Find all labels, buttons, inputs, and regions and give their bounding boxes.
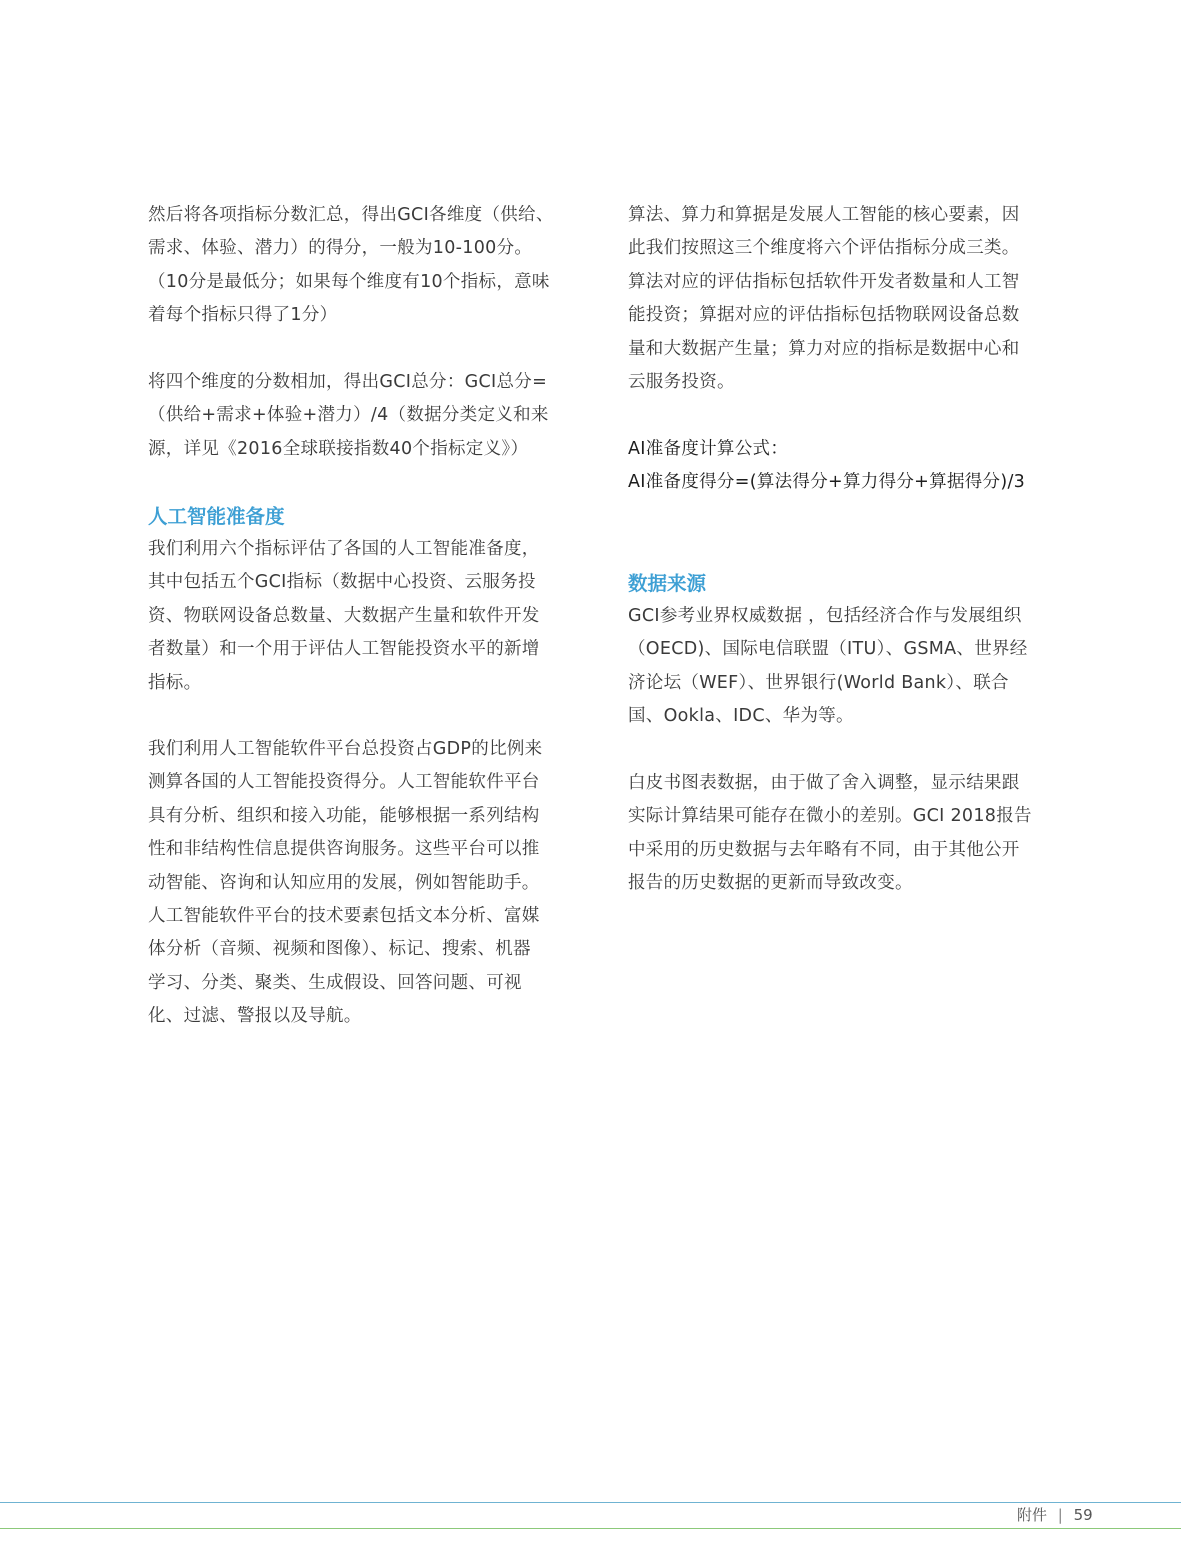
text-line: 云服务投资。 <box>628 371 735 392</box>
text-line: 能投资；算据对应的评估指标包括物联网设备总数 <box>628 305 1020 326</box>
text-line: 需求、体验、潜力）的得分，一般为10-100分。 <box>148 238 533 259</box>
text-line: 指标。 <box>148 672 202 693</box>
paragraph-gci-dimensions <box>148 199 588 333</box>
footer <box>1017 1504 1093 1526</box>
text-line: 白皮书图表数据，由于做了舍入调整，显示结果跟 <box>628 773 1020 793</box>
text-line: 资、物联网设备总数量、大数据产生量和软件开发 <box>148 605 540 626</box>
text-line: 体分析（音频、视频和图像）、标记、搜索、机器 <box>148 939 531 960</box>
text-line: 我们利用人工智能软件平台总投资占GDP的比例来 <box>148 739 543 759</box>
text-line: 测算各国的人工智能投资得分。人工智能软件平台 <box>148 772 540 793</box>
paragraph-ai-elements <box>628 199 1068 399</box>
text-line: 者数量）和一个用于评估人工智能投资水平的新增 <box>148 639 540 660</box>
text-line: 量和大数据产生量；算力对应的指标是数据中心和 <box>628 338 1020 359</box>
text-line: 化、过滤、警报以及导航。 <box>148 1006 362 1027</box>
paragraph-rounding-note <box>628 767 1068 901</box>
text-line: 算法、算力和算据是发展人工智能的核心要素，因 <box>628 205 1020 225</box>
heading-ai-readiness: 人工智能准备度 <box>148 505 285 528</box>
text-line: （OECD)、国际电信联盟（ITU）、GSMA、世界经 <box>628 639 1028 660</box>
footer-separator: | <box>1057 1506 1063 1524</box>
heading-data-sources: 数据来源 <box>628 572 707 595</box>
text-line: （10分是最低分；如果每个维度有10个指标，意味 <box>148 271 550 292</box>
text-line: AI准备度得分=(算法得分+算力得分+算据得分)/3 <box>628 472 1026 493</box>
text-line: AI准备度计算公式： <box>628 439 789 459</box>
text-line: 动智能、咨询和认知应用的发展，例如智能助手。 <box>148 872 540 893</box>
text-line: 其中包括五个GCI指标（数据中心投资、云服务投 <box>148 572 536 593</box>
text-line: 此我们按照这三个维度将六个评估指标分成三类。 <box>628 238 1020 259</box>
paragraph-ai-investment <box>148 733 588 1034</box>
text-line: 实际计算结果可能存在微小的差别。GCI 2018报告 <box>628 806 1032 827</box>
text-line: 国、Ookla、IDC、华为等。 <box>628 706 854 727</box>
text-line: 人工智能软件平台的技术要素包括文本分析、富媒 <box>148 905 540 926</box>
text-line: 着每个指标只得了1分） <box>148 305 338 326</box>
paragraph-ai-indicators <box>148 533 588 700</box>
text-line: 报告的历史数据的更新而导致改变。 <box>628 873 913 894</box>
text-line: 中采用的历史数据与去年略有不同，由于其他公开 <box>628 839 1020 860</box>
paragraph-data-sources <box>628 600 1068 734</box>
page-number: 59 <box>1073 1506 1093 1524</box>
text-line: 济论坛（WEF）、世界银行(World Bank）、联合 <box>628 672 1009 693</box>
text-line: 将四个维度的分数相加，得出GCI总分：GCI总分= <box>148 372 548 392</box>
footer-section: 附件 <box>1017 1506 1048 1524</box>
footer-rule-top <box>0 1502 1181 1503</box>
text-line: 我们利用六个指标评估了各国的人工智能准备度， <box>148 539 540 559</box>
text-line: 学习、分类、聚类、生成假设、回答问题、可视 <box>148 972 522 993</box>
text-line: 然后将各项指标分数汇总，得出GCI各维度（供给、 <box>148 205 554 225</box>
ai-readiness-formula <box>628 433 1068 500</box>
footer-rule-bottom <box>0 1528 1181 1529</box>
text-line: GCI参考业界权威数据 ，包括经济合作与发展组织 <box>628 606 1022 626</box>
text-line: （供给+需求+体验+潜力）/4（数据分类定义和来 <box>148 405 549 426</box>
text-line: 性和非结构性信息提供咨询服务。这些平台可以推 <box>148 839 540 860</box>
text-line: 算法对应的评估指标包括软件开发者数量和人工智 <box>628 271 1020 292</box>
text-line: 源，详见《2016全球联接指数40个指标定义》） <box>148 438 529 459</box>
paragraph-gci-total <box>148 366 588 466</box>
text-line: 具有分析、组织和接入功能，能够根据一系列结构 <box>148 805 540 826</box>
